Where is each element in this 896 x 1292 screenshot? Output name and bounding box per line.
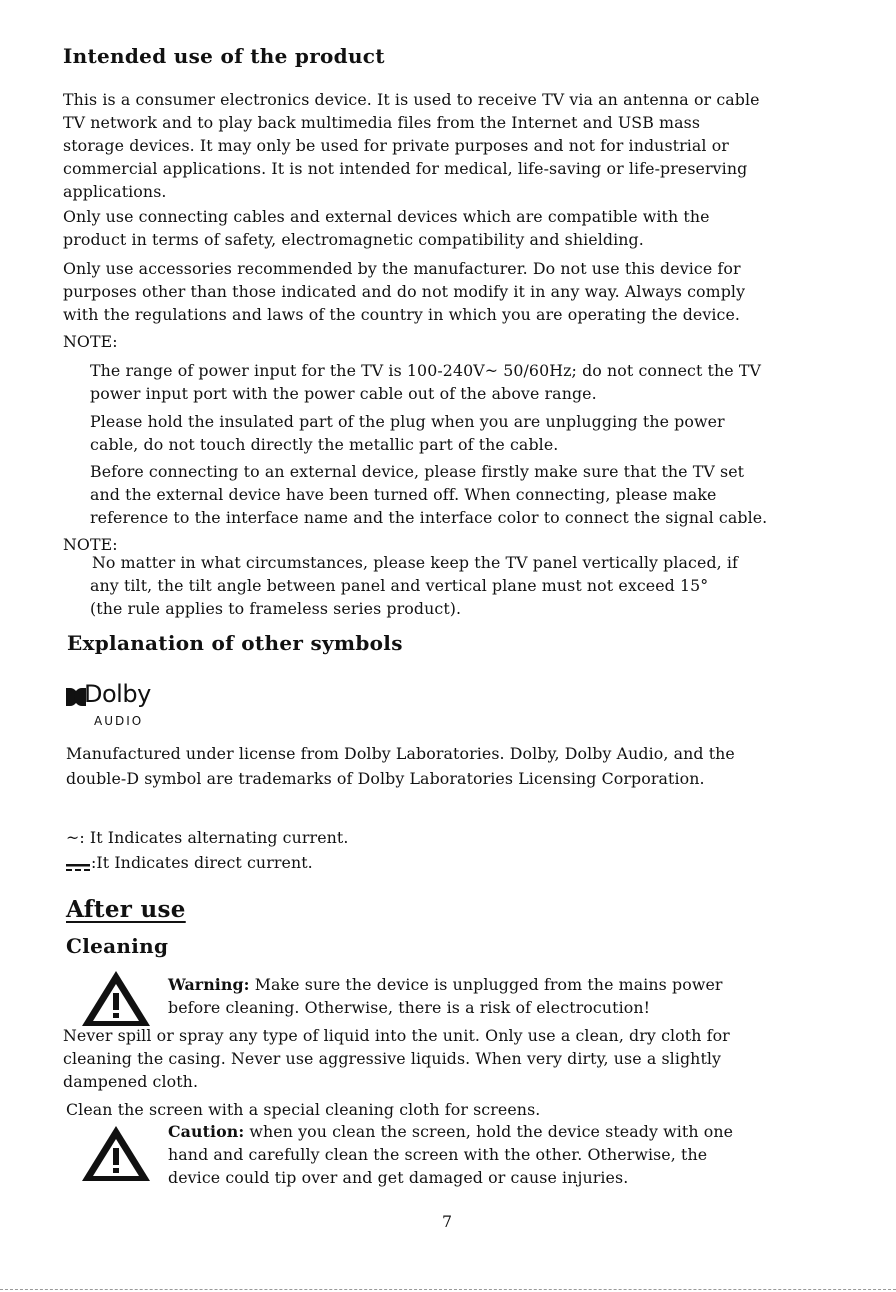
- warning-line: [168, 975, 723, 994]
- note-line: Before connecting to an external device, please firstly make sure that the TV set: [90, 462, 745, 481]
- paragraph-line: cleaning the casing. Never use aggressive liquids. When very dirty, use a slightly: [63, 1049, 722, 1068]
- note-line: reference to the interface name and the interface color to connect the signal cable.: [90, 508, 768, 527]
- note-label: NOTE:: [63, 535, 118, 554]
- warning-line: before cleaning. Otherwise, there is a risk of electrocution!: [168, 998, 651, 1017]
- dolby-wordmark: Dolby: [84, 680, 151, 708]
- paragraph-line: Clean the screen with a special cleaning cloth for screens.: [66, 1100, 541, 1119]
- dc-symbol-line: :It Indicates direct current.: [91, 853, 313, 872]
- note-line: cable, do not touch directly the metallic part of the cable.: [90, 435, 559, 454]
- note-line: power input port with the power cable out of the above range.: [90, 384, 597, 403]
- caution-line: device could tip over and get damaged or cause injuries.: [168, 1168, 629, 1187]
- caution-line: [168, 1122, 733, 1141]
- section-heading-intended-use: Intended use of the product: [63, 44, 385, 68]
- paragraph-line: with the regulations and laws of the country in which you are operating the device.: [63, 305, 741, 324]
- paragraph-line: Manufactured under license from Dolby Laboratories. Dolby, Dolby Audio, and the: [66, 744, 735, 763]
- paragraph-line: commercial applications. It is not intended for medical, life-saving or life-preserving: [63, 159, 748, 178]
- paragraph-line: Never spill or spray any type of liquid into the unit. Only use a clean, dry cloth for: [63, 1026, 730, 1045]
- dc-symbol-icon: [66, 859, 90, 871]
- warning-text: Make sure the device is unplugged from the mains power: [249, 975, 723, 994]
- caution-text: when you clean the screen, hold the device steady with one: [244, 1122, 734, 1141]
- note-line: Please hold the insulated part of the plug when you are unplugging the power: [90, 412, 725, 431]
- note-line: The range of power input for the TV is 100-240V~ 50/60Hz; do not connect the TV: [90, 361, 761, 380]
- paragraph-line: Only use accessories recommended by the manufacturer. Do not use this device for: [63, 259, 741, 278]
- caution-line: hand and carefully clean the screen with the other. Otherwise, the: [168, 1145, 708, 1164]
- paragraph-line: applications.: [63, 182, 167, 201]
- note-line: (the rule applies to frameless series product).: [90, 599, 462, 618]
- note-line: and the external device have been turned off. When connecting, please make: [90, 485, 717, 504]
- caution-label: Caution:: [168, 1122, 245, 1141]
- page-bottom-divider: [0, 1289, 896, 1290]
- paragraph-line: storage devices. It may only be used for private purposes and not for industrial or: [63, 136, 729, 155]
- paragraph-line: product in terms of safety, electromagnetic compatibility and shielding.: [63, 230, 644, 249]
- dolby-audio-subtitle: AUDIO: [94, 714, 144, 728]
- section-heading-symbols: Explanation of other symbols: [67, 631, 403, 655]
- note-line: any tilt, the tilt angle between panel and vertical plane must not exceed 15°: [90, 576, 709, 595]
- ac-symbol-line: ~: It Indicates alternating current.: [66, 828, 349, 847]
- dolby-double-d-icon: [66, 688, 86, 706]
- paragraph-line: double-D symbol are trademarks of Dolby Laboratories Licensing Corporation.: [66, 769, 705, 788]
- paragraph-line: purposes other than those indicated and do not modify it in any way. Always comply: [63, 282, 746, 301]
- page-number: 7: [442, 1212, 453, 1231]
- dolby-audio-logo: [66, 680, 186, 734]
- warning-label: Warning:: [168, 975, 250, 994]
- section-heading-after-use: After use: [66, 896, 186, 923]
- paragraph-line: TV network and to play back multimedia files from the Internet and USB mass: [63, 113, 701, 132]
- note-label: NOTE:: [63, 332, 118, 351]
- caution-triangle-icon: [80, 1123, 152, 1183]
- warning-triangle-icon: [80, 968, 152, 1028]
- paragraph-line: Only use connecting cables and external devices which are compatible with the: [63, 207, 710, 226]
- paragraph-line: dampened cloth.: [63, 1072, 199, 1091]
- subheading-cleaning: Cleaning: [66, 934, 169, 958]
- note-line: No matter in what circumstances, please keep the TV panel vertically placed, if: [92, 553, 739, 572]
- paragraph-line: This is a consumer electronics device. It is used to receive TV via an antenna or cable: [63, 90, 760, 109]
